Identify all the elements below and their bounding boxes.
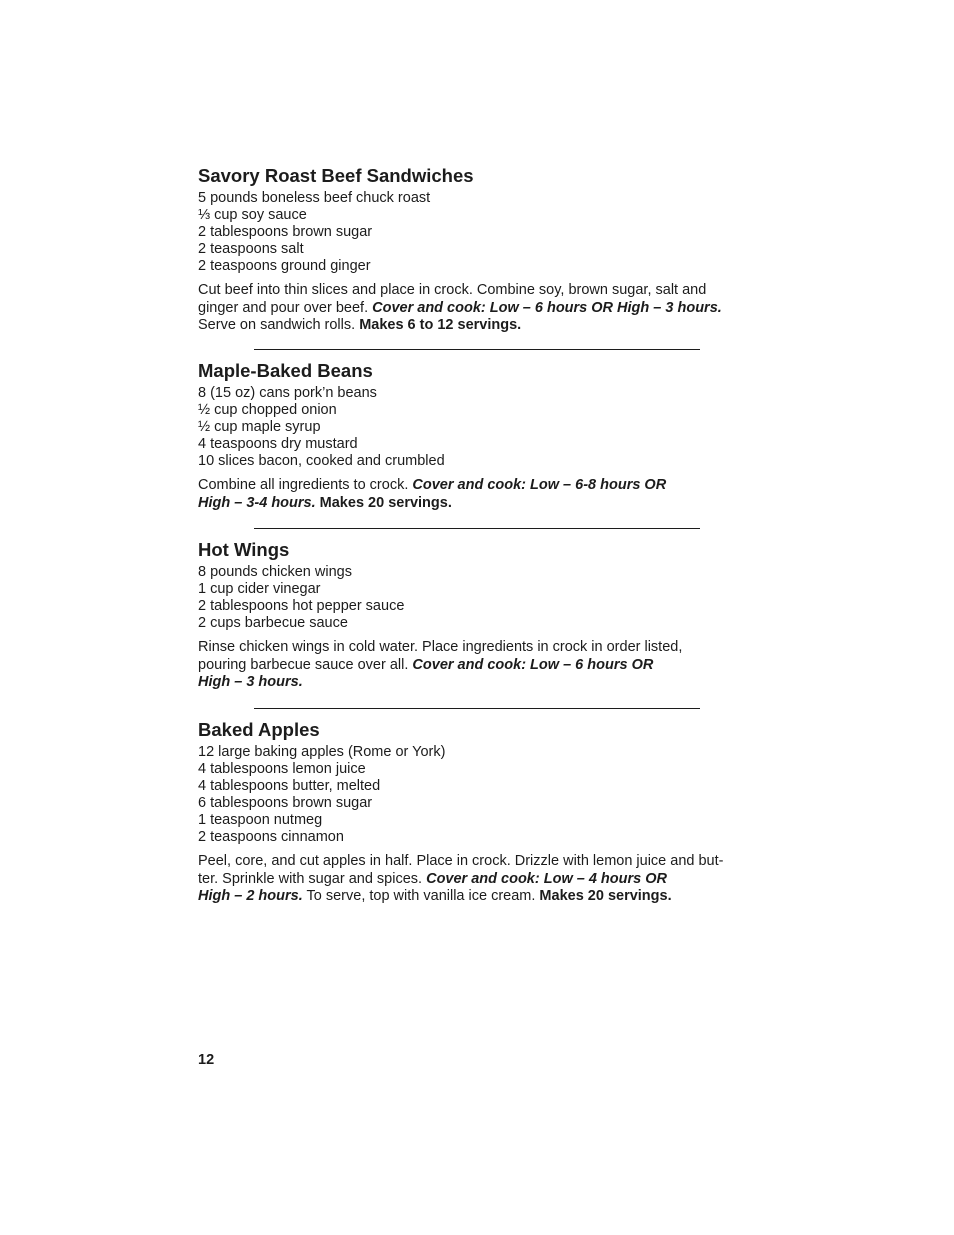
servings-yield: Makes 6 to 12 servings. <box>359 317 522 333</box>
directions-text: Cut beef into thin slices and place in crock. Combine soy, brown sugar, salt and <box>198 282 707 298</box>
section-divider <box>254 349 700 350</box>
recipe-title: Hot Wings <box>198 539 290 560</box>
directions-text: Peel, core, and cut apples in half. Place in crock. Drizzle with lemon juice and but- <box>198 853 724 869</box>
ingredient-item: 12 large baking apples (Rome or York) <box>198 744 446 760</box>
page-number: 12 <box>198 1052 215 1068</box>
recipe-baked-apples <box>198 719 763 906</box>
servings-yield: Makes 20 servings. <box>539 888 672 904</box>
recipe-title: Maple-Baked Beans <box>198 360 373 381</box>
ingredient-item: 10 slices bacon, cooked and crumbled <box>198 453 445 469</box>
ingredient-item: 8 (15 oz) cans pork’n beans <box>198 385 377 401</box>
cook-instructions: Cover and cook: Low – 6 hours OR <box>412 656 654 673</box>
recipe-title: Baked Apples <box>198 719 320 740</box>
ingredient-list <box>198 190 763 275</box>
cook-instructions: High – 2 hours. <box>198 888 303 904</box>
recipe-hot-wings <box>198 539 763 692</box>
ingredient-item: ⅓ cup soy sauce <box>198 207 307 223</box>
cook-instructions: High – 3-4 hours. <box>198 494 316 511</box>
recipe-maple-baked-beans <box>198 360 763 512</box>
ingredient-item: 2 teaspoons ground ginger <box>198 258 371 274</box>
directions-text: Combine all ingredients to crock. <box>198 477 413 493</box>
ingredient-item: ½ cup chopped onion <box>198 402 337 418</box>
recipe-directions <box>198 639 763 692</box>
directions-text: ter. Sprinkle with sugar and spices. <box>198 870 427 887</box>
cook-instructions: Cover and cook: Low – 4 hours OR <box>426 870 667 887</box>
ingredient-item: 5 pounds boneless beef chuck roast <box>198 190 431 206</box>
cook-instructions: High – 3 hours. <box>198 674 303 690</box>
ingredient-list <box>198 385 763 470</box>
ingredient-item: 8 pounds chicken wings <box>198 564 352 580</box>
directions-text: Rinse chicken wings in cold water. Place ingredients in crock in order listed, <box>198 639 683 655</box>
ingredient-item: 2 tablespoons brown sugar <box>198 224 373 240</box>
recipe-directions <box>198 853 763 906</box>
ingredient-item: 2 tablespoons hot pepper sauce <box>198 598 405 614</box>
ingredient-item: 2 cups barbecue sauce <box>198 615 348 631</box>
ingredient-item: 2 teaspoons salt <box>198 241 304 257</box>
ingredient-item: 1 cup cider vinegar <box>198 581 321 597</box>
section-divider <box>254 708 700 709</box>
cook-instructions: Cover and cook: Low – 6-8 hours OR <box>412 477 667 493</box>
ingredient-item: 4 tablespoons butter, melted <box>198 778 381 794</box>
ingredient-item: 2 teaspoons cinnamon <box>198 829 344 845</box>
directions-text: ginger and pour over beef. <box>198 299 373 316</box>
ingredient-item: ½ cup maple syrup <box>198 419 321 435</box>
ingredient-item: 1 teaspoon nutmeg <box>198 812 323 828</box>
directions-text: Serve on sandwich rolls. <box>198 317 360 333</box>
ingredient-item: 4 teaspoons dry mustard <box>198 436 358 452</box>
recipe-directions <box>198 282 763 335</box>
directions-text: pouring barbecue sauce over all. <box>198 656 413 673</box>
ingredient-list <box>198 744 763 846</box>
ingredient-item: 6 tablespoons brown sugar <box>198 795 373 811</box>
servings-yield: Makes 20 servings. <box>315 494 452 511</box>
recipe-title: Savory Roast Beef Sandwiches <box>198 165 474 186</box>
directions-text: To serve, top with vanilla ice cream. <box>302 888 540 904</box>
ingredient-item: 4 tablespoons lemon juice <box>198 761 366 777</box>
section-divider <box>254 528 700 529</box>
cook-instructions: Cover and cook: Low – 6 hours OR High – 3 hours. <box>372 299 722 316</box>
recipe-savory-roast-beef <box>198 165 763 335</box>
recipe-directions <box>198 477 763 512</box>
ingredient-list <box>198 564 763 632</box>
